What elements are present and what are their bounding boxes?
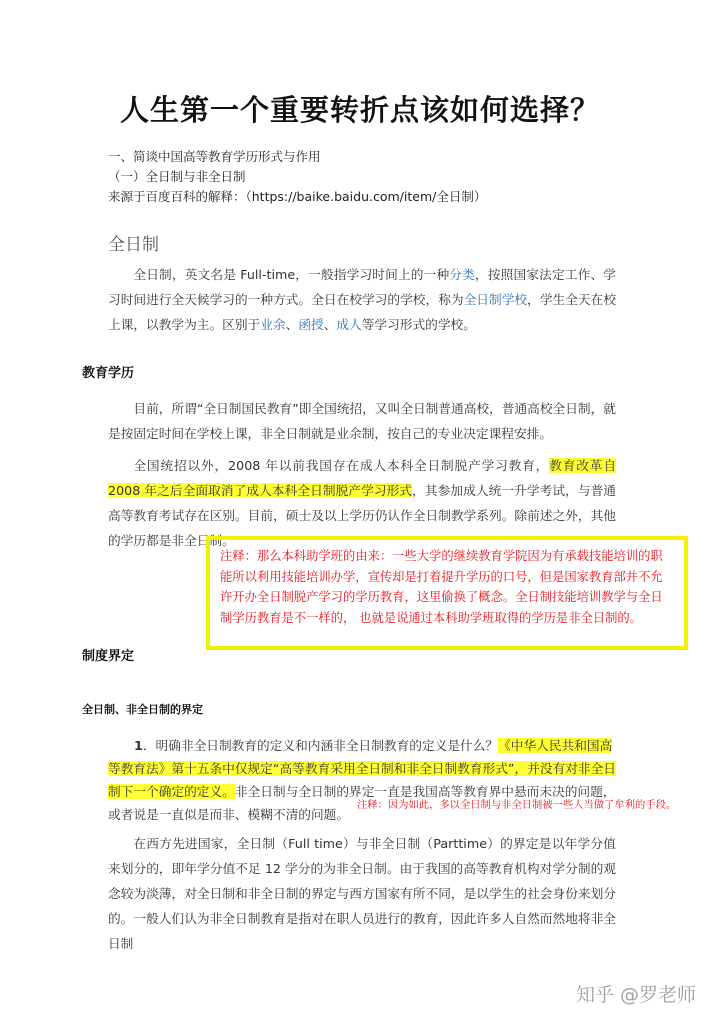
link-yeyu[interactable]: 业余 <box>260 317 286 332</box>
text-segment: 等学习形式的学校。 <box>361 317 476 332</box>
section-title-definition: 全日制、非全日制的界定 <box>82 703 203 716</box>
link-fenlei[interactable]: 分类 <box>449 267 475 282</box>
education-paragraph-1: 目前，所谓“全日制国民教育”即全国统招，又叫全日制普通高校，普通高校全日制，就是按固定时间在学校上课，非全日制就是业余制，按自己的专业决定课程安排。 <box>108 401 616 441</box>
text-segment: 非全日制与全日制的界定一直是我国高等教育界中悬而未决的问题，或者说是一直似是而非、模糊不清的问题。 <box>108 784 616 822</box>
text-segment: ，学生全天在校上课，以教学为主。区别于 <box>108 292 617 332</box>
link-chengren[interactable]: 成人 <box>336 317 362 332</box>
text-segment: 、 <box>323 317 337 332</box>
baike-definition-paragraph <box>108 262 616 337</box>
zhihu-watermark: 知乎 @罗老师 <box>576 984 697 1006</box>
west-definition-paragraph: 在西方先进国家，全日制（Full time）与非全日制（Parttime）的界定是以年学分值来划分的，即年学分值不足 12 学分的为非全日制。由于我国的高等教育机构对学分制的观念较为淡薄，对全日制和非全日制的界定与西方国家有所不同，是以学生的社会身份来划分的。一般人们认为非全日制教育是指对在职人员进行的教育，因此许多人自然而然地将非全日制 <box>108 836 616 951</box>
text-segment: ，按照国家法定工作、学习时间进行全天候学习的一种方式。全日在校学习的学校，称为 <box>108 267 616 307</box>
intro-line-3: 来源于百度百科的解释：（https://baike.baidu.com/item/全日制） <box>108 189 487 204</box>
baike-heading: 全日制 <box>108 235 159 255</box>
page-title: 人生第一个重要转折点该如何选择？ <box>119 93 600 127</box>
highlighted-text: 《中华人民共和国高等教育法》第十五条中仅规定“高等教育采用全日制和非全日制教育形式”，并没有对非全日制下一个确定的定义。 <box>108 738 616 799</box>
text-segment: 全国统招以外，2008 年以前我国存在成人本科全日制脱产学习教育， <box>133 458 550 473</box>
annotation-note-box: 注释：那么本科助学班的由来：一些大学的继续教育学院因为有承载技能培训的职能所以利用技能培训办学，宣传却是打着提升学历的口号，但是国家教育部并不允许开办全日制脱产学习的学历教育，这里偷换了概念。全日制技能培训教学与全日制学历教育是不一样的， 也就是说通过本科助学班取得的学历是非全日制的。 <box>206 536 688 650</box>
highlighted-text: 教育改革自 2008 年之后全面取消了成人本科全日制脱产学习形式 <box>108 458 617 498</box>
link-hanshou[interactable]: 函授 <box>298 317 324 332</box>
text-segment: 全日制，英文名是 Full-time，一般指学习时间上的一种 <box>133 267 450 282</box>
item-number: 1 <box>134 738 143 753</box>
text-segment: 、 <box>285 317 299 332</box>
section-title-system: 制度界定 <box>82 649 135 664</box>
intro-line-2: （一）全日制与非全日制 <box>108 169 246 184</box>
intro-line-1: 一、简谈中国高等教育学历形式与作用 <box>108 149 321 164</box>
intro-block <box>108 147 486 207</box>
section-title-education: 教育学历 <box>82 366 135 381</box>
text-segment: ，其参加成人统一升学考试，与普通高等教育考试存在区别。目前，硕士及以上学历仍认作全日制教学系列。除前述之外，其他的学历都是非全日制。 <box>108 483 616 548</box>
annotation-note-inline: 注释：因为如此，多以全日制与非全日制被一些人当做了牟利的手段。 <box>357 799 677 811</box>
link-quanrizhi-xuexiao[interactable]: 全日制学校 <box>463 292 528 307</box>
text-segment: ．明确非全日制教育的定义和内涵非全日制教育的定义是什么？ <box>142 738 499 753</box>
item-1-paragraph <box>108 734 616 826</box>
